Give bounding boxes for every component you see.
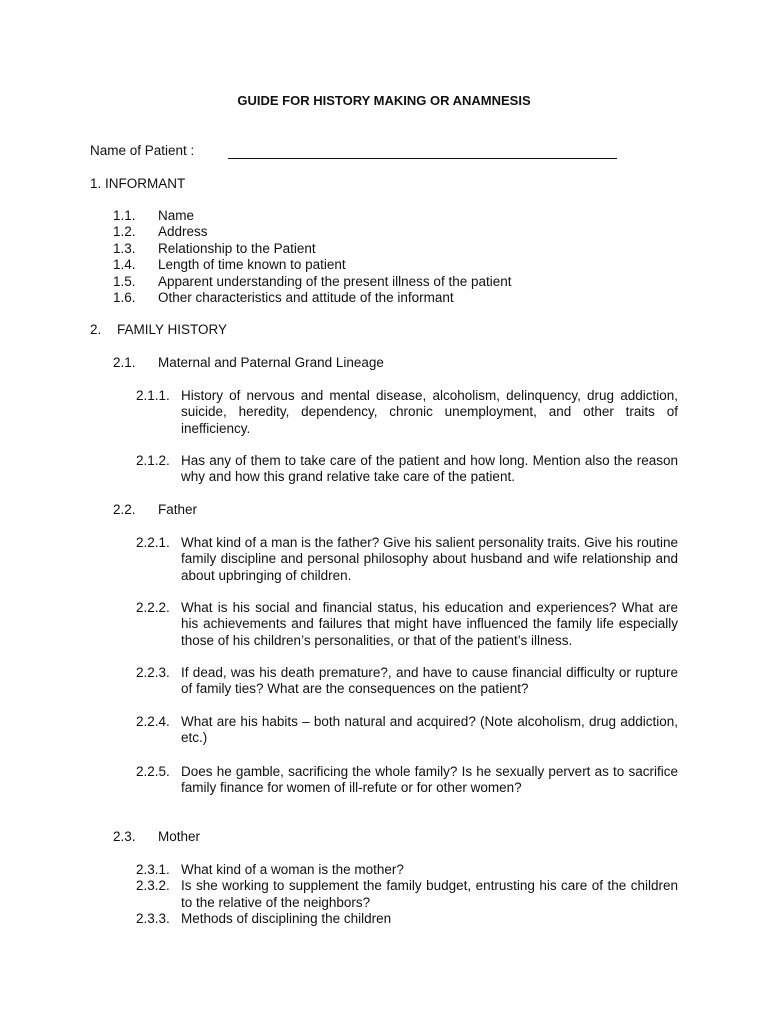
item-number: 2.3.2. (136, 878, 170, 894)
item-number: 1.2. (113, 224, 136, 240)
item-text: Other characteristics and attitude of the informant (158, 290, 454, 305)
item-number: 1.5. (113, 273, 136, 289)
item-number: 2.2.1. (136, 535, 170, 550)
item-text: What kind of a woman is the mother? (181, 862, 404, 877)
item-text: Is she working to supplement the family budget, entrusting his care of the children to the relative of the neighbors? (181, 878, 678, 910)
item-number: 2.1.1. (136, 388, 170, 403)
item-text: Maternal and Paternal Grand Lineage (158, 355, 384, 370)
item-text: Relationship to the Patient (158, 240, 316, 256)
item-text: What kind of a man is the father? Give his salient personality traits. Give his routine family discipline and personal philosophy about husband and wife relationship and about upbringing of children. (181, 535, 678, 583)
item-number: 2.2. (113, 502, 136, 517)
item-number: 2.1. (113, 355, 136, 370)
patient-name-label: Name of Patient : (90, 143, 195, 158)
item-number: 2.3. (113, 829, 136, 844)
item-number: 1.3. (113, 240, 136, 256)
item-number: 2.2.2. (136, 600, 170, 615)
item-text: Father (158, 502, 198, 517)
item-text: History of nervous and mental disease, alcoholism, delinquency, drug addiction, suicide, heredity, dependency, chronic unemployment, and other traits of inefficiency. (181, 388, 678, 436)
item-number: 1.6. (113, 290, 136, 305)
item-text: Address (158, 224, 208, 240)
section-heading-text: FAMILY HISTORY (117, 322, 228, 337)
item-number: 2.2.3. (136, 665, 170, 680)
item-number: 2.3.1. (136, 862, 170, 877)
section-informant-heading: 1. INFORMANT (90, 176, 186, 191)
item-number: 2.3.3. (136, 911, 170, 927)
item-text: Length of time known to patient (158, 257, 346, 273)
item-text: Apparent understanding of the present illness of the patient (158, 273, 512, 289)
item-number: 2.2.5. (136, 764, 170, 779)
item-number: 1.1. (113, 208, 136, 223)
item-number: 1.4. (113, 257, 136, 273)
item-text: If dead, was his death premature?, and have to cause financial difficulty or rupture of family ties? What are the consequences on the patient? (181, 665, 678, 697)
item-text: Name (158, 208, 195, 223)
section-number: 2. (90, 322, 102, 337)
patient-name-blank-line (228, 158, 617, 159)
item-text: Mother (158, 829, 201, 844)
item-text: Methods of disciplining the children (181, 911, 392, 927)
item-text: What is his social and financial status, his education and experiences? What are his achievements and failures that might have influenced the family life especially those of his children’s personalities, or that of the patient’s illness. (181, 600, 678, 648)
item-number: 2.2.4. (136, 714, 170, 729)
item-number: 2.1.2. (136, 453, 170, 468)
document-title: GUIDE FOR HISTORY MAKING OR ANAMNESIS (237, 93, 531, 108)
item-text: Has any of them to take care of the patient and how long. Mention also the reason why and how this grand relative take care of the patient. (181, 453, 678, 485)
item-text: Does he gamble, sacrificing the whole family? Is he sexually pervert as to sacrifice family finance for women of ill-refute or for other women? (181, 764, 678, 796)
item-text: What are his habits – both natural and acquired? (Note alcoholism, drug addiction, etc.) (181, 714, 678, 746)
